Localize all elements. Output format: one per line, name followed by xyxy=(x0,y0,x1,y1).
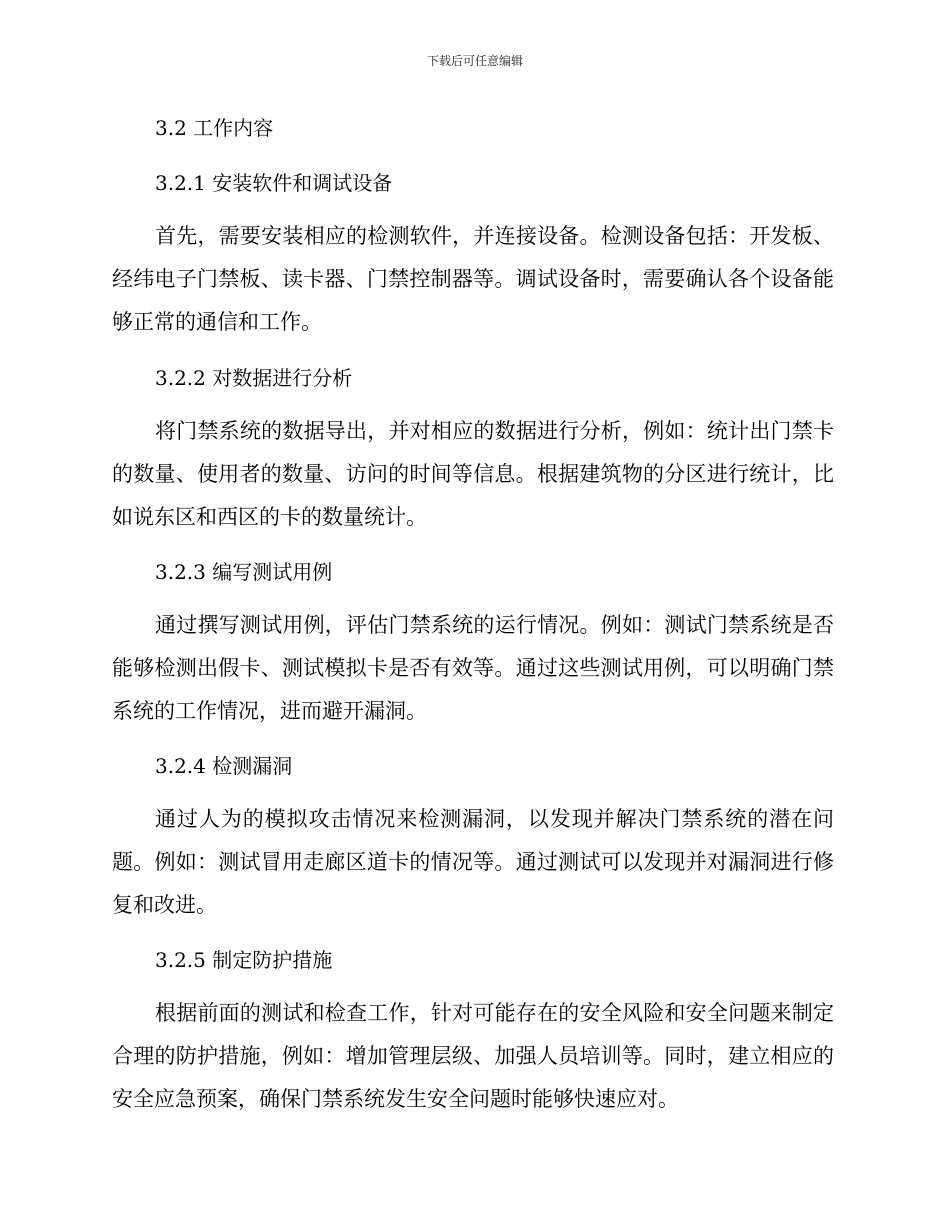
subsection-body-3: 通过撰写测试用例，评估门禁系统的运行情况。例如：测试门禁系统是否能够检测出假卡、测试模拟卡是否有效等。通过这些测试用例，可以明确门禁系统的工作情况，进而避开漏洞。 xyxy=(112,613,834,723)
subsection-title-4: 3.2.4 检测漏洞 xyxy=(155,754,293,778)
subsection-body-5: 根据前面的测试和检查工作，针对可能存在的安全风险和安全问题来制定合理的防护措施，例如：增加管理层级、加强人员培训等。同时，建立相应的安全应急预案，确保门禁系统发生安全问题时能够快速应对。 xyxy=(112,1001,834,1111)
subsection-body-2: 将门禁系统的数据导出，并对相应的数据进行分析，例如：统计出门禁卡的数量、使用者的数量、访问的时间等信息。根据建筑物的分区进行统计，比如说东区和西区的卡的数量统计。 xyxy=(112,419,834,529)
subsection-title-1: 3.2.1 安装软件和调试设备 xyxy=(155,171,393,195)
subsection-body-4: 通过人为的模拟攻击情况来检测漏洞，以发现并解决门禁系统的潜在问题。例如：测试冒用走廊区道卡的情况等。通过测试可以发现并对漏洞进行修复和改进。 xyxy=(112,807,834,917)
page-header: 下载后可任意编辑 xyxy=(426,54,523,68)
subsection-title-2: 3.2.2 对数据进行分析 xyxy=(155,366,353,390)
section-title: 3.2 工作内容 xyxy=(155,116,274,140)
subsection-title-3: 3.2.3 编写测试用例 xyxy=(155,560,333,584)
subsection-body-1: 首先，需要安装相应的检测软件，并连接设备。检测设备包括：开发板、经纬电子门禁板、读卡器、门禁控制器等。调试设备时，需要确认各个设备能够正常的通信和工作。 xyxy=(112,224,834,334)
subsection-title-5: 3.2.5 制定防护措施 xyxy=(155,948,333,972)
